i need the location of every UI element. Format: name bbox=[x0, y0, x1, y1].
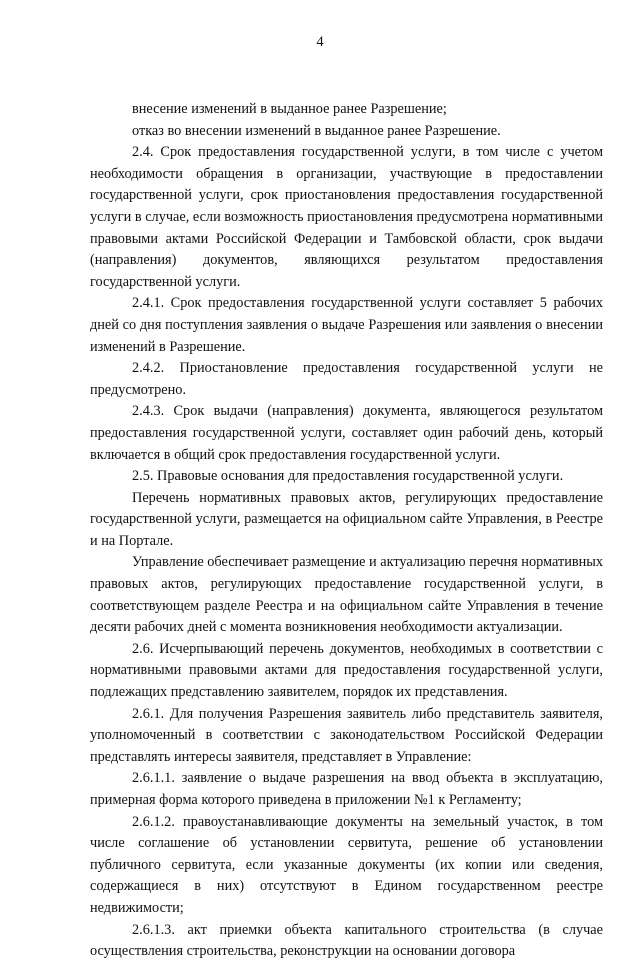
paragraph: Перечень нормативных правовых актов, регулирующих предоставление государственной услуги, размещается на официальном сайте Управления, в Реестре и на Портале. bbox=[90, 489, 603, 549]
page-number: 4 bbox=[316, 34, 324, 50]
paragraph: 2.4.2. Приостановление предоставления государственной услуги не предусмотрено. bbox=[90, 360, 603, 398]
paragraph: внесение изменений в выданное ранее Разрешение; bbox=[132, 101, 447, 117]
paragraph: 2.6. Исчерпывающий перечень документов, необходимых в соответствии с нормативными правовыми актами для предоставления государственной услуги, подлежащих представлению заявителем, порядок их представления. bbox=[90, 640, 603, 701]
paragraph: 2.6.1.2. правоустанавливающие документы на земельный участок, в том числе соглашение об установлении сервитута, решение об установлении публичного сервитута, если указанные документы (их копии или сведения, содержащиеся в них) отсутствуют в Едином государственном реестре недвижимости; bbox=[90, 813, 603, 916]
paragraph: 2.4.3. Срок выдачи (направления) документа, являющегося результатом предоставления государственной услуги, составляет один рабочий день, который включается в общий срок предоставления государственной услуги. bbox=[90, 403, 603, 463]
paragraph: 2.4.1. Срок предоставления государственной услуги составляет 5 рабочих дней со дня поступления заявления о выдаче Разрешения или заявления о внесении изменений в Разрешение. bbox=[90, 295, 603, 355]
paragraph: 2.6.1.1. заявление о выдаче разрешения на ввод объекта в эксплуатацию, примерная форма которого приведена в приложении №1 к Регламенту; bbox=[90, 770, 603, 808]
paragraph: 2.4. Срок предоставления государственной услуги, в том числе с учетом необходимости обращения в организации, участвующие в предоставлении государственной услуги, срок приостановления предоставления государственной услуги в случае, если возможность приостановления предусмотрена нормативными правовыми актами Российской Федерации и Тамбовской области, срок выдачи (направления) документов, являющихся результатом предоставления государственной услуги. bbox=[90, 144, 603, 290]
document-body bbox=[90, 99, 603, 963]
paragraph: Управление обеспечивает размещение и актуализацию перечня нормативных правовых актов, регулирующих предоставление государственной услуги, в соответствующем разделе Реестра и на официальном сайте Управления в течение десяти рабочих дней с момента возникновения необходимости актуализации. bbox=[90, 554, 604, 636]
paragraph: 2.5. Правовые основания для предоставления государственной услуги. bbox=[132, 468, 564, 485]
paragraph: 2.6.1.3. акт приемки объекта капитального строительства (в случае осуществления строительства, реконструкции на основании договора bbox=[90, 921, 603, 960]
paragraph: 2.6.1. Для получения Разрешения заявитель либо представитель заявителя, уполномоченный в соответствии с законодательством Российской Федерации представлять интересы заявителя, представляет в Управление: bbox=[90, 705, 603, 765]
paragraph: отказ во внесении изменений в выданное ранее Разрешение. bbox=[132, 122, 501, 139]
